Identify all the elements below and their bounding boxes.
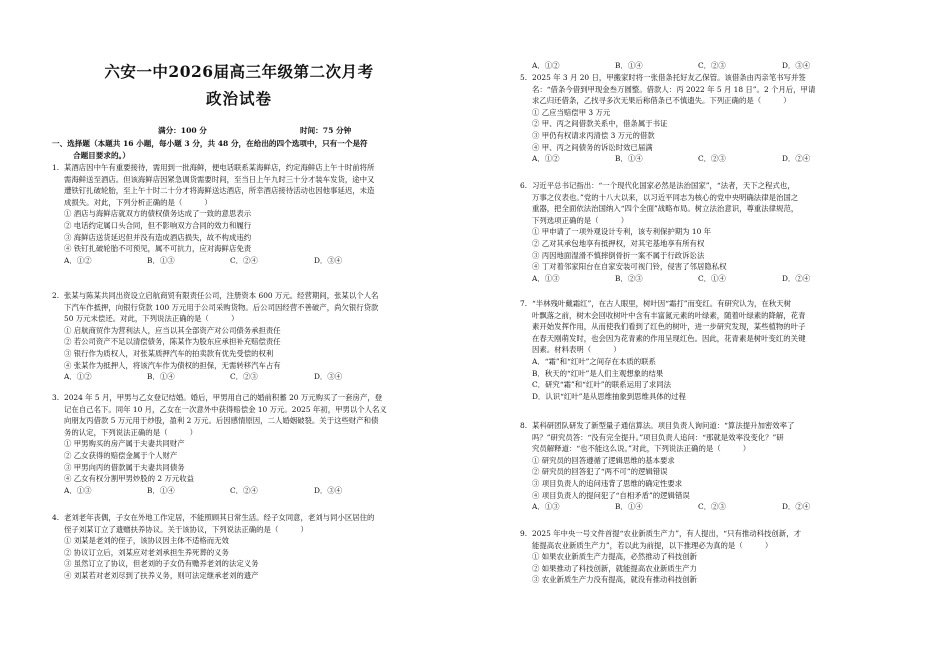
exam-subtitle: 政治试卷 xyxy=(205,89,272,108)
statement-item: ② 甲、丙之间借款关系中，借条属于书证 xyxy=(532,119,668,129)
question-5 xyxy=(520,72,940,165)
section-heading-line2: 合题目要求的。） xyxy=(73,150,130,160)
section-heading xyxy=(52,138,467,161)
statement-item: C．研究“霜”和“红叶”的联系运用了求同法 xyxy=(532,380,672,390)
option-b: B．①④ xyxy=(147,485,175,495)
question-stem-line: “半林残叶戴霜红”，在古人眼里，树叶因“霜打”而变红。有研究认为，在秋天树 xyxy=(532,299,792,308)
question-8 xyxy=(520,420,940,513)
question-stem-line: 老刘老年丧偶，子女在外地工作定居，不能照顾其日常生活。经子女同意，老刘与同小区居住的 xyxy=(64,513,375,522)
statement-item: ③ 甲仍有权请求丙清偿 3 万元的借款 xyxy=(532,130,655,140)
question-stem-line: 某酒店因中午有重要接待，需用到一批海鲜，便电话联系某海鲜店，约定海鲜店上午十时前将所 xyxy=(64,163,375,172)
statement-item: ① 研究员的回答遵循了逻辑思维的基本要求 xyxy=(532,455,675,465)
statement-item: ② 乙对其承包地享有抵押权，对其宅基地享有所有权 xyxy=(532,238,705,248)
statement-item: ③ 丙因地面湿滑不慎摔倒骨折一案不属于行政诉讼法 xyxy=(532,250,705,260)
question-stem-line: 2024 年 5 月，甲男与乙女登记结婚。婚后，甲男用自己的婚前积蓄 20 万元购买了一套房产，登 xyxy=(64,393,383,402)
question-3 xyxy=(52,392,470,496)
option-row xyxy=(520,273,940,285)
question-number: 4. xyxy=(52,513,60,522)
option-row xyxy=(520,501,940,513)
statement-item: ④ 丁对着邻家阳台在自家安装可视门铃，侵害了邻居隐私权 xyxy=(532,262,727,272)
option-d: D．②④ xyxy=(782,154,811,164)
statement-item: ④ 张某作为抵押人，将该汽车作为债权的担保，无需转移汽车占有 xyxy=(64,360,281,370)
statement-item: ③ 甲男向丙的借款属于夫妻共同债务 xyxy=(64,462,185,472)
statement-item: ① 酒店与海鲜店就双方的债权债务达成了一致的意思表示 xyxy=(64,209,252,219)
question-stem-line: 50 万元未偿还。对此，下列说法正确的是（ ） xyxy=(64,314,239,324)
statement-item: ② 电话约定属口头合同，但不影响双方合同的效力和履行 xyxy=(64,220,252,230)
statement-item: ② 如果推动了科技创新，就能提高农业新质生产力 xyxy=(532,563,697,573)
option-c: C．②③ xyxy=(698,502,726,512)
score-label: 满分：100 分 xyxy=(158,126,207,135)
option-a: A．①③ xyxy=(64,485,92,495)
question-number: 6. xyxy=(520,181,528,190)
question-number: 2. xyxy=(52,291,60,300)
question-stem-line: 2025 年 3 月 20 日，甲搬家时将一张借条托好友乙保管。该借条由丙亲笔书写并签 xyxy=(532,73,806,82)
statement-item: ④ 刘某若对老刘尽到了扶养义务，则可法定继承老刘的遗产 xyxy=(64,570,259,580)
option-c: C．②③ xyxy=(698,154,726,164)
statement-item: ③ 银行作为质权人，对张某质押汽车的拍卖款有优先受偿的权利 xyxy=(64,348,274,358)
question-stem-line: 究员解释道：“也不能这么说。”对此，下列说法正确的是（ ） xyxy=(532,444,751,454)
option-row xyxy=(52,371,470,383)
option-b: B．①③ xyxy=(147,255,175,265)
question-2 xyxy=(52,290,470,383)
statement-item: ① 乙应当赔偿甲 3 万元 xyxy=(532,107,611,117)
option-c: C．②③ xyxy=(698,61,726,70)
option-d: D．③④ xyxy=(314,255,343,265)
statement-item: ① 甲男购买的房产属于夫妻共同财产 xyxy=(64,439,185,449)
statement-item: ② 乙女获得的赔偿金属于个人财产 xyxy=(64,450,178,460)
option-b: B．②③ xyxy=(615,273,643,283)
question-stem-line: 记在自己名下。同年 10 月，乙女在一次意外中获得赔偿金 10 万元。2025 年初，甲男以个人名义 xyxy=(64,404,387,414)
question-4 xyxy=(52,512,470,582)
question-stem-line: 重器，把全面依法治国纳入“四个全面”战略布局。树立法治意识，尊重法律规范， xyxy=(532,204,799,214)
statement-item: ② 若公司资产不足以清偿债务，陈某作为股东应承担补充赔偿责任 xyxy=(64,337,281,347)
question-stem-line: 在春天刚萌发时，也会因为花青素的作用呈现红色。因此，花青素是树叶变红的关键 xyxy=(532,333,806,343)
option-b: B．①④ xyxy=(615,502,643,512)
question-stem-line: 因素。材料表明（ ） xyxy=(532,345,621,355)
option-b: B．①④ xyxy=(147,372,175,382)
option-row xyxy=(520,153,940,165)
question-number: 5. xyxy=(520,73,528,82)
option-d: D．③④ xyxy=(314,485,343,495)
question-stem-line: 下列选项正确的是（ ） xyxy=(532,215,629,225)
option-a: A．①② xyxy=(64,255,92,265)
question-number: 8. xyxy=(520,421,528,430)
question-stem-line: 侄子刘某订立了遗赠扶养协议。关于该协议，下列说法正确的是（ ） xyxy=(64,524,308,534)
question-stem-line: 名：“借条今借到甲现金叁万圆整。借款人：丙 2022 年 5 月 18 日”。2 个月后，甲请 xyxy=(532,84,816,94)
question-stem-line: 遭铁钉扎破轮胎，至上午十时二十分才将海鲜送达酒店，所幸酒店接待活动也因他事延迟，未造 xyxy=(64,186,375,196)
question-stem-line: 成损失。对此，下列分析正确的是（ ） xyxy=(64,197,212,207)
statement-item: ③ 农业新质生产力没有提高，就没有推动科技创新 xyxy=(532,575,697,585)
question-stem-line: 务的认定，下列说法正确的是（ ） xyxy=(64,427,198,437)
statement-item: D．认识“红叶”是从思维抽象到思维具体的过程 xyxy=(532,391,686,401)
option-a: A．①② xyxy=(532,61,560,70)
statement-item: ④ 乙女有权分割甲男炒股的 2 万元收益 xyxy=(64,474,195,484)
option-c: C．①④ xyxy=(698,273,726,283)
question-number: 1. xyxy=(52,163,60,172)
option-c: C．②③ xyxy=(230,372,258,382)
time-label: 时间：75 分钟 xyxy=(300,126,352,135)
statement-item: ③ 海鲜店送货延迟但并没有造成酒店损失，故不构成违约 xyxy=(64,232,252,242)
question-stem-line: 向朋友丙借款 5 万元用于炒股，盈利 2 万元。后因感情原因，二人婚姻破裂。关于这些财产和债 xyxy=(64,416,379,426)
statement-item: ② 研究员的回答犯了“两不可”的逻辑错误 xyxy=(532,467,668,477)
statement-item: A．“霜”和“红叶”之间存在本质的联系 xyxy=(532,356,656,366)
option-a: A．①③ xyxy=(532,273,560,283)
statement-item: B．秋天的“红叶”是人们主观想象的结果 xyxy=(532,368,664,378)
question-stem-line: 万事之仪表也。”党的十八大以来，以习近平同志为核心的党中央明确法律是治国之 xyxy=(532,192,799,202)
statement-item: ③ 虽然订立了协议，但老刘的子女仍有赡养老刘的法定义务 xyxy=(64,559,259,569)
statement-item: ④ 铁钉扎破轮胎不可预见，属不可抗力，应对海鲜店免责 xyxy=(64,244,252,254)
question-stem-line: 吗？”研究员答：“没有完全提升。”项目负责人追问：“那就是效率没变化？”研 xyxy=(532,432,784,442)
question-stem-line: 张某与陈某共同出资设立启航商贸有限责任公司，注册资本 600 万元。经营期间，张某以个人名 xyxy=(64,291,379,300)
option-a: A．①② xyxy=(532,154,560,164)
question-number: 3. xyxy=(52,393,60,402)
exam-title: 六安一中2026届高三年级第二次月考 xyxy=(104,62,374,81)
option-row xyxy=(52,485,470,497)
statement-item: ④ 甲、丙之间债务的诉讼时效已届满 xyxy=(532,142,653,152)
option-d: D．③④ xyxy=(782,61,811,70)
option-d: D．③④ xyxy=(314,372,343,382)
option-c: C．②④ xyxy=(230,255,258,265)
question-stem-line: 2025 年中央一号文件首提“农业新质生产力”，有人提出，“只有推动科技创新，才 xyxy=(532,529,801,538)
option-row xyxy=(520,60,940,72)
question-stem-line: 习近平总书记指出：“一个现代化国家必然是法治国家”，“法者，天下之程式也， xyxy=(532,181,795,190)
question-4-options xyxy=(520,60,940,72)
option-b: B．①④ xyxy=(615,154,643,164)
option-a: A．①② xyxy=(64,372,92,382)
option-a: A．①③ xyxy=(532,502,560,512)
question-stem-line: 某科研团队研发了新型量子通信算法。项目负责人询问道：“算法提升加密效率了 xyxy=(532,421,795,430)
statement-item: ② 协议订立后，刘某应对老刘承担生养死葬的义务 xyxy=(64,547,229,557)
question-stem-line: 下汽车作抵押，向银行贷款 100 万元用于公司采购货物。后公司因经营不善破产，尚欠银行贷款 xyxy=(64,302,379,312)
option-b: B．①④ xyxy=(615,61,643,70)
question-stem-line: 能提高农业新质生产力”，若以此为前提，以下推理必为真的是（ ） xyxy=(532,540,773,550)
question-stem-line: 叶飘落之前，树木会回收树叶中含有丰富氮元素的叶绿素，随着叶绿素的降解，花青 xyxy=(532,310,806,320)
question-stem-line: 求乙归还借条，乙找寻多次无果后称借条已不慎遗失。下列正确的是（ ） xyxy=(532,96,791,106)
question-6 xyxy=(520,180,940,284)
statement-item: ① 甲申请了一项外观设计专利，该专利保护期为 10 年 xyxy=(532,227,712,237)
option-row xyxy=(52,255,470,267)
statement-item: ③ 项目负责人的追问违背了思维的确定性要求 xyxy=(532,478,683,488)
question-9 xyxy=(520,528,940,586)
question-stem-line: 素开始发挥作用，从而使我们看到了红色的树叶，进一步研究发现，某些植物的叶子 xyxy=(532,322,806,332)
question-7 xyxy=(520,298,940,402)
option-d: D．②④ xyxy=(782,502,811,512)
question-stem-line: 需海鲜送至酒店。但该海鲜店因紧急调货需要时间，至当日上午九时三十分才装车发货，途中又 xyxy=(64,174,375,184)
section-heading-line1: 一、选择题（本题共 16 小题，每小题 3 分，共 48 分，在给出的四个选项中，只有一个是符 xyxy=(52,139,368,148)
statement-item: ④ 项目负责人的提问犯了“自相矛盾”的逻辑错误 xyxy=(532,490,690,500)
statement-item: ① 启航商贸作为营利法人，应当以其全部资产对公司债务承担责任 xyxy=(64,325,281,335)
question-1 xyxy=(52,162,470,266)
statement-item: ① 如果农业新质生产力提高，必然推动了科技创新 xyxy=(532,552,697,562)
option-c: C．②④ xyxy=(230,485,258,495)
question-number: 7. xyxy=(520,299,528,308)
option-d: D．②④ xyxy=(782,273,811,283)
question-number: 9. xyxy=(520,529,528,538)
statement-item: ① 刘某是老刘的侄子，该协议因主体不适格而无效 xyxy=(64,536,229,546)
